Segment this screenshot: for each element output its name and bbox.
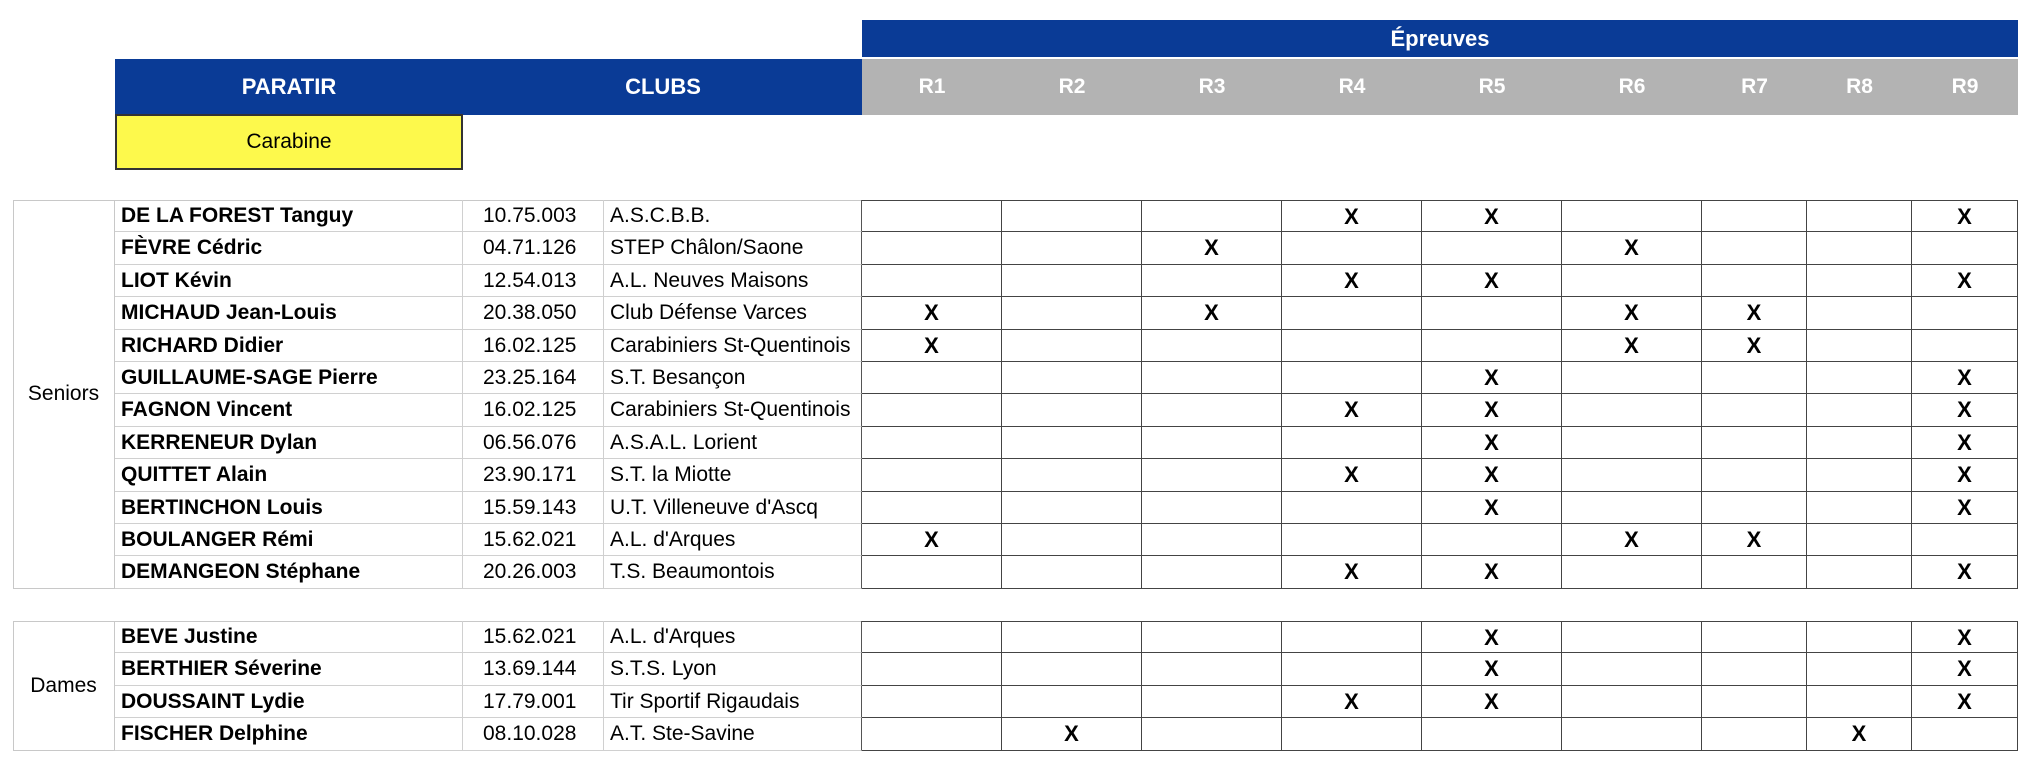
entry-mark-r7	[1702, 653, 1807, 685]
entry-mark-r2	[1002, 427, 1142, 459]
table-row	[0, 330, 2022, 362]
entry-mark-r3	[1142, 686, 1282, 718]
entry-mark-r6	[1562, 200, 1702, 232]
entry-mark-r2	[1002, 686, 1142, 718]
entry-mark-r4	[1282, 621, 1422, 653]
entry-mark-r6	[1562, 718, 1702, 750]
licence-number: 04.71.126	[463, 232, 604, 264]
entry-mark-r2: X	[1002, 718, 1142, 750]
entry-mark-r7	[1702, 492, 1807, 524]
entry-mark-r8	[1807, 492, 1912, 524]
table-row	[0, 556, 2022, 588]
entry-mark-r9: X	[1912, 686, 2018, 718]
entry-mark-r8	[1807, 330, 1912, 362]
round-header-r8: R8	[1807, 59, 1913, 115]
licence-number: 12.54.013	[463, 265, 604, 297]
entry-mark-r8	[1807, 556, 1912, 588]
entry-mark-r2	[1002, 297, 1142, 329]
entry-mark-r4: X	[1282, 459, 1422, 491]
entry-mark-r5: X	[1422, 265, 1562, 297]
club-name: U.T. Villeneuve d'Ascq	[604, 492, 862, 524]
licence-number: 16.02.125	[463, 394, 604, 426]
entry-mark-r6	[1562, 556, 1702, 588]
entry-mark-r7	[1702, 459, 1807, 491]
club-name: A.S.C.B.B.	[604, 200, 862, 232]
club-name: Carabiniers St-Quentinois	[604, 394, 862, 426]
entry-mark-r8	[1807, 297, 1912, 329]
club-name: STEP Châlon/Saone	[604, 232, 862, 264]
entry-mark-r6: X	[1562, 232, 1702, 264]
entry-mark-r9	[1912, 297, 2018, 329]
entry-mark-r9	[1912, 524, 2018, 556]
shooter-name: DEMANGEON Stéphane	[115, 556, 463, 588]
shooter-name: GUILLAUME-SAGE Pierre	[115, 362, 463, 394]
entry-mark-r3	[1142, 718, 1282, 750]
entry-mark-r5	[1422, 330, 1562, 362]
table-row	[0, 459, 2022, 491]
entry-mark-r9: X	[1912, 653, 2018, 685]
entry-mark-r3	[1142, 394, 1282, 426]
entry-mark-r6: X	[1562, 330, 1702, 362]
entry-mark-r1	[862, 718, 1002, 750]
entry-mark-r3	[1142, 200, 1282, 232]
entry-mark-r8	[1807, 459, 1912, 491]
entry-mark-r4	[1282, 524, 1422, 556]
round-header-r4: R4	[1282, 59, 1423, 115]
table-row	[0, 686, 2022, 718]
entry-mark-r4	[1282, 330, 1422, 362]
entry-mark-r9	[1912, 718, 2018, 750]
entry-mark-r5: X	[1422, 653, 1562, 685]
round-header-r9: R9	[1912, 59, 2019, 115]
club-name: A.S.A.L. Lorient	[604, 427, 862, 459]
club-name: Club Défense Varces	[604, 297, 862, 329]
licence-number: 15.59.143	[463, 492, 604, 524]
shooter-name: MICHAUD Jean-Louis	[115, 297, 463, 329]
table-row	[0, 492, 2022, 524]
table-row	[0, 718, 2022, 750]
entry-mark-r1	[862, 556, 1002, 588]
entry-mark-r7	[1702, 427, 1807, 459]
table-row	[0, 297, 2022, 329]
entry-mark-r2	[1002, 362, 1142, 394]
group-label: Seniors	[13, 200, 115, 589]
shooter-name: RICHARD Didier	[115, 330, 463, 362]
entry-mark-r3	[1142, 621, 1282, 653]
entry-mark-r1	[862, 492, 1002, 524]
entry-mark-r5: X	[1422, 362, 1562, 394]
table-row	[0, 653, 2022, 685]
entry-mark-r3	[1142, 427, 1282, 459]
shooter-name: FISCHER Delphine	[115, 718, 463, 750]
group-label: Dames	[13, 621, 115, 751]
entry-mark-r6	[1562, 459, 1702, 491]
entry-mark-r3	[1142, 459, 1282, 491]
round-header-r5: R5	[1422, 59, 1563, 115]
table-row	[0, 524, 2022, 556]
club-name: Tir Sportif Rigaudais	[604, 686, 862, 718]
entry-mark-r5	[1422, 718, 1562, 750]
entry-mark-r9: X	[1912, 459, 2018, 491]
entry-mark-r1: X	[862, 524, 1002, 556]
entry-mark-r2	[1002, 524, 1142, 556]
entry-mark-r6	[1562, 621, 1702, 653]
table-row	[0, 394, 2022, 426]
entry-mark-r9: X	[1912, 427, 2018, 459]
entry-mark-r1	[862, 265, 1002, 297]
entry-mark-r9: X	[1912, 362, 2018, 394]
entry-mark-r4	[1282, 297, 1422, 329]
licence-number: 23.25.164	[463, 362, 604, 394]
round-header-r2: R2	[1002, 59, 1143, 115]
entry-mark-r8	[1807, 232, 1912, 264]
entry-mark-r8	[1807, 427, 1912, 459]
entry-mark-r5: X	[1422, 621, 1562, 653]
licence-number: 16.02.125	[463, 330, 604, 362]
table-row	[0, 200, 2022, 232]
entry-mark-r5: X	[1422, 459, 1562, 491]
shooter-name: DOUSSAINT Lydie	[115, 686, 463, 718]
entry-mark-r3	[1142, 653, 1282, 685]
entry-mark-r1	[862, 686, 1002, 718]
entry-mark-r7: X	[1702, 297, 1807, 329]
entry-mark-r7	[1702, 265, 1807, 297]
entry-mark-r4: X	[1282, 556, 1422, 588]
entry-mark-r6	[1562, 492, 1702, 524]
club-name: A.L. d'Arques	[604, 621, 862, 653]
entry-mark-r4: X	[1282, 200, 1422, 232]
club-name: Carabiniers St-Quentinois	[604, 330, 862, 362]
entry-mark-r6: X	[1562, 524, 1702, 556]
licence-number: 15.62.021	[463, 621, 604, 653]
clubs-column-header: CLUBS	[463, 59, 863, 115]
table-row	[0, 265, 2022, 297]
entry-mark-r3: X	[1142, 232, 1282, 264]
shooter-name: KERRENEUR Dylan	[115, 427, 463, 459]
entry-mark-r6	[1562, 686, 1702, 718]
round-header-r3: R3	[1142, 59, 1283, 115]
table-row	[0, 621, 2022, 653]
entry-mark-r7	[1702, 718, 1807, 750]
licence-number: 10.75.003	[463, 200, 604, 232]
entry-mark-r2	[1002, 394, 1142, 426]
entry-mark-r9: X	[1912, 394, 2018, 426]
entry-mark-r4	[1282, 653, 1422, 685]
round-header-r7: R7	[1702, 59, 1808, 115]
entry-mark-r5	[1422, 232, 1562, 264]
entry-mark-r2	[1002, 330, 1142, 362]
round-header-r1: R1	[862, 59, 1003, 115]
entry-mark-r8	[1807, 362, 1912, 394]
entry-mark-r7	[1702, 200, 1807, 232]
entry-mark-r2	[1002, 232, 1142, 264]
licence-number: 08.10.028	[463, 718, 604, 750]
entry-mark-r9	[1912, 330, 2018, 362]
licence-number: 13.69.144	[463, 653, 604, 685]
entry-mark-r2	[1002, 621, 1142, 653]
table-row	[0, 362, 2022, 394]
entry-mark-r6	[1562, 362, 1702, 394]
entry-mark-r4	[1282, 427, 1422, 459]
entry-mark-r1	[862, 200, 1002, 232]
entry-mark-r2	[1002, 556, 1142, 588]
licence-number: 20.26.003	[463, 556, 604, 588]
entry-mark-r9	[1912, 232, 2018, 264]
entry-mark-r9: X	[1912, 265, 2018, 297]
shooter-name: FÈVRE Cédric	[115, 232, 463, 264]
shooter-name: BOULANGER Rémi	[115, 524, 463, 556]
table-row	[0, 427, 2022, 459]
entry-mark-r7	[1702, 232, 1807, 264]
entry-mark-r7: X	[1702, 330, 1807, 362]
table-row	[0, 232, 2022, 264]
licence-number: 23.90.171	[463, 459, 604, 491]
entry-mark-r1	[862, 653, 1002, 685]
paratir-column-header: PARATIR	[115, 59, 463, 115]
category-badge: Carabine	[115, 114, 463, 170]
entry-mark-r2	[1002, 265, 1142, 297]
shooter-name: BEVE Justine	[115, 621, 463, 653]
entry-mark-r9: X	[1912, 200, 2018, 232]
entry-mark-r8	[1807, 686, 1912, 718]
entry-mark-r5: X	[1422, 200, 1562, 232]
club-name: A.L. d'Arques	[604, 524, 862, 556]
entry-mark-r7	[1702, 362, 1807, 394]
entry-mark-r1: X	[862, 297, 1002, 329]
entry-mark-r1: X	[862, 330, 1002, 362]
shooter-name: QUITTET Alain	[115, 459, 463, 491]
entry-mark-r8	[1807, 265, 1912, 297]
entry-mark-r7	[1702, 394, 1807, 426]
entry-mark-r6	[1562, 427, 1702, 459]
club-name: S.T.S. Lyon	[604, 653, 862, 685]
licence-number: 15.62.021	[463, 524, 604, 556]
entry-mark-r3	[1142, 362, 1282, 394]
entry-mark-r5: X	[1422, 394, 1562, 426]
entry-mark-r5: X	[1422, 556, 1562, 588]
club-name: T.S. Beaumontois	[604, 556, 862, 588]
entry-mark-r4: X	[1282, 686, 1422, 718]
licence-number: 17.79.001	[463, 686, 604, 718]
entry-mark-r4	[1282, 362, 1422, 394]
entry-mark-r7	[1702, 556, 1807, 588]
entry-mark-r4	[1282, 492, 1422, 524]
entry-mark-r3	[1142, 492, 1282, 524]
entry-mark-r1	[862, 621, 1002, 653]
entry-mark-r1	[862, 232, 1002, 264]
entry-mark-r2	[1002, 200, 1142, 232]
entry-mark-r9: X	[1912, 556, 2018, 588]
entry-mark-r7	[1702, 621, 1807, 653]
entry-mark-r5	[1422, 297, 1562, 329]
club-name: A.T. Ste-Savine	[604, 718, 862, 750]
entry-mark-r8	[1807, 524, 1912, 556]
licence-number: 06.56.076	[463, 427, 604, 459]
entry-mark-r8	[1807, 200, 1912, 232]
entry-mark-r5: X	[1422, 427, 1562, 459]
club-name: S.T. la Miotte	[604, 459, 862, 491]
shooter-name: BERTHIER Séverine	[115, 653, 463, 685]
entry-mark-r3	[1142, 330, 1282, 362]
entry-mark-r6	[1562, 265, 1702, 297]
entry-mark-r5: X	[1422, 492, 1562, 524]
entry-mark-r7	[1702, 686, 1807, 718]
epreuves-header: Épreuves	[862, 20, 2018, 57]
entry-mark-r4	[1282, 718, 1422, 750]
entry-mark-r4: X	[1282, 394, 1422, 426]
rounds-header	[862, 59, 2018, 115]
entry-mark-r5: X	[1422, 686, 1562, 718]
entry-mark-r3	[1142, 524, 1282, 556]
entry-mark-r3	[1142, 265, 1282, 297]
entry-mark-r8: X	[1807, 718, 1912, 750]
entry-mark-r2	[1002, 459, 1142, 491]
entry-mark-r8	[1807, 621, 1912, 653]
shooter-name: DE LA FOREST Tanguy	[115, 200, 463, 232]
shooter-name: BERTINCHON Louis	[115, 492, 463, 524]
entry-mark-r8	[1807, 394, 1912, 426]
club-name: A.L. Neuves Maisons	[604, 265, 862, 297]
entry-mark-r2	[1002, 653, 1142, 685]
entry-mark-r4	[1282, 232, 1422, 264]
entry-mark-r1	[862, 427, 1002, 459]
entry-mark-r5	[1422, 524, 1562, 556]
entry-mark-r7: X	[1702, 524, 1807, 556]
entry-mark-r3: X	[1142, 297, 1282, 329]
entry-mark-r1	[862, 459, 1002, 491]
entry-mark-r3	[1142, 556, 1282, 588]
entry-mark-r9: X	[1912, 492, 2018, 524]
entry-mark-r8	[1807, 653, 1912, 685]
licence-number: 20.38.050	[463, 297, 604, 329]
entry-mark-r6	[1562, 394, 1702, 426]
entry-mark-r6: X	[1562, 297, 1702, 329]
shooter-name: LIOT Kévin	[115, 265, 463, 297]
entry-mark-r4: X	[1282, 265, 1422, 297]
shooter-name: FAGNON Vincent	[115, 394, 463, 426]
round-header-r6: R6	[1562, 59, 1703, 115]
entry-mark-r9: X	[1912, 621, 2018, 653]
entry-mark-r2	[1002, 492, 1142, 524]
entry-mark-r6	[1562, 653, 1702, 685]
entry-mark-r1	[862, 362, 1002, 394]
entry-mark-r1	[862, 394, 1002, 426]
club-name: S.T. Besançon	[604, 362, 862, 394]
